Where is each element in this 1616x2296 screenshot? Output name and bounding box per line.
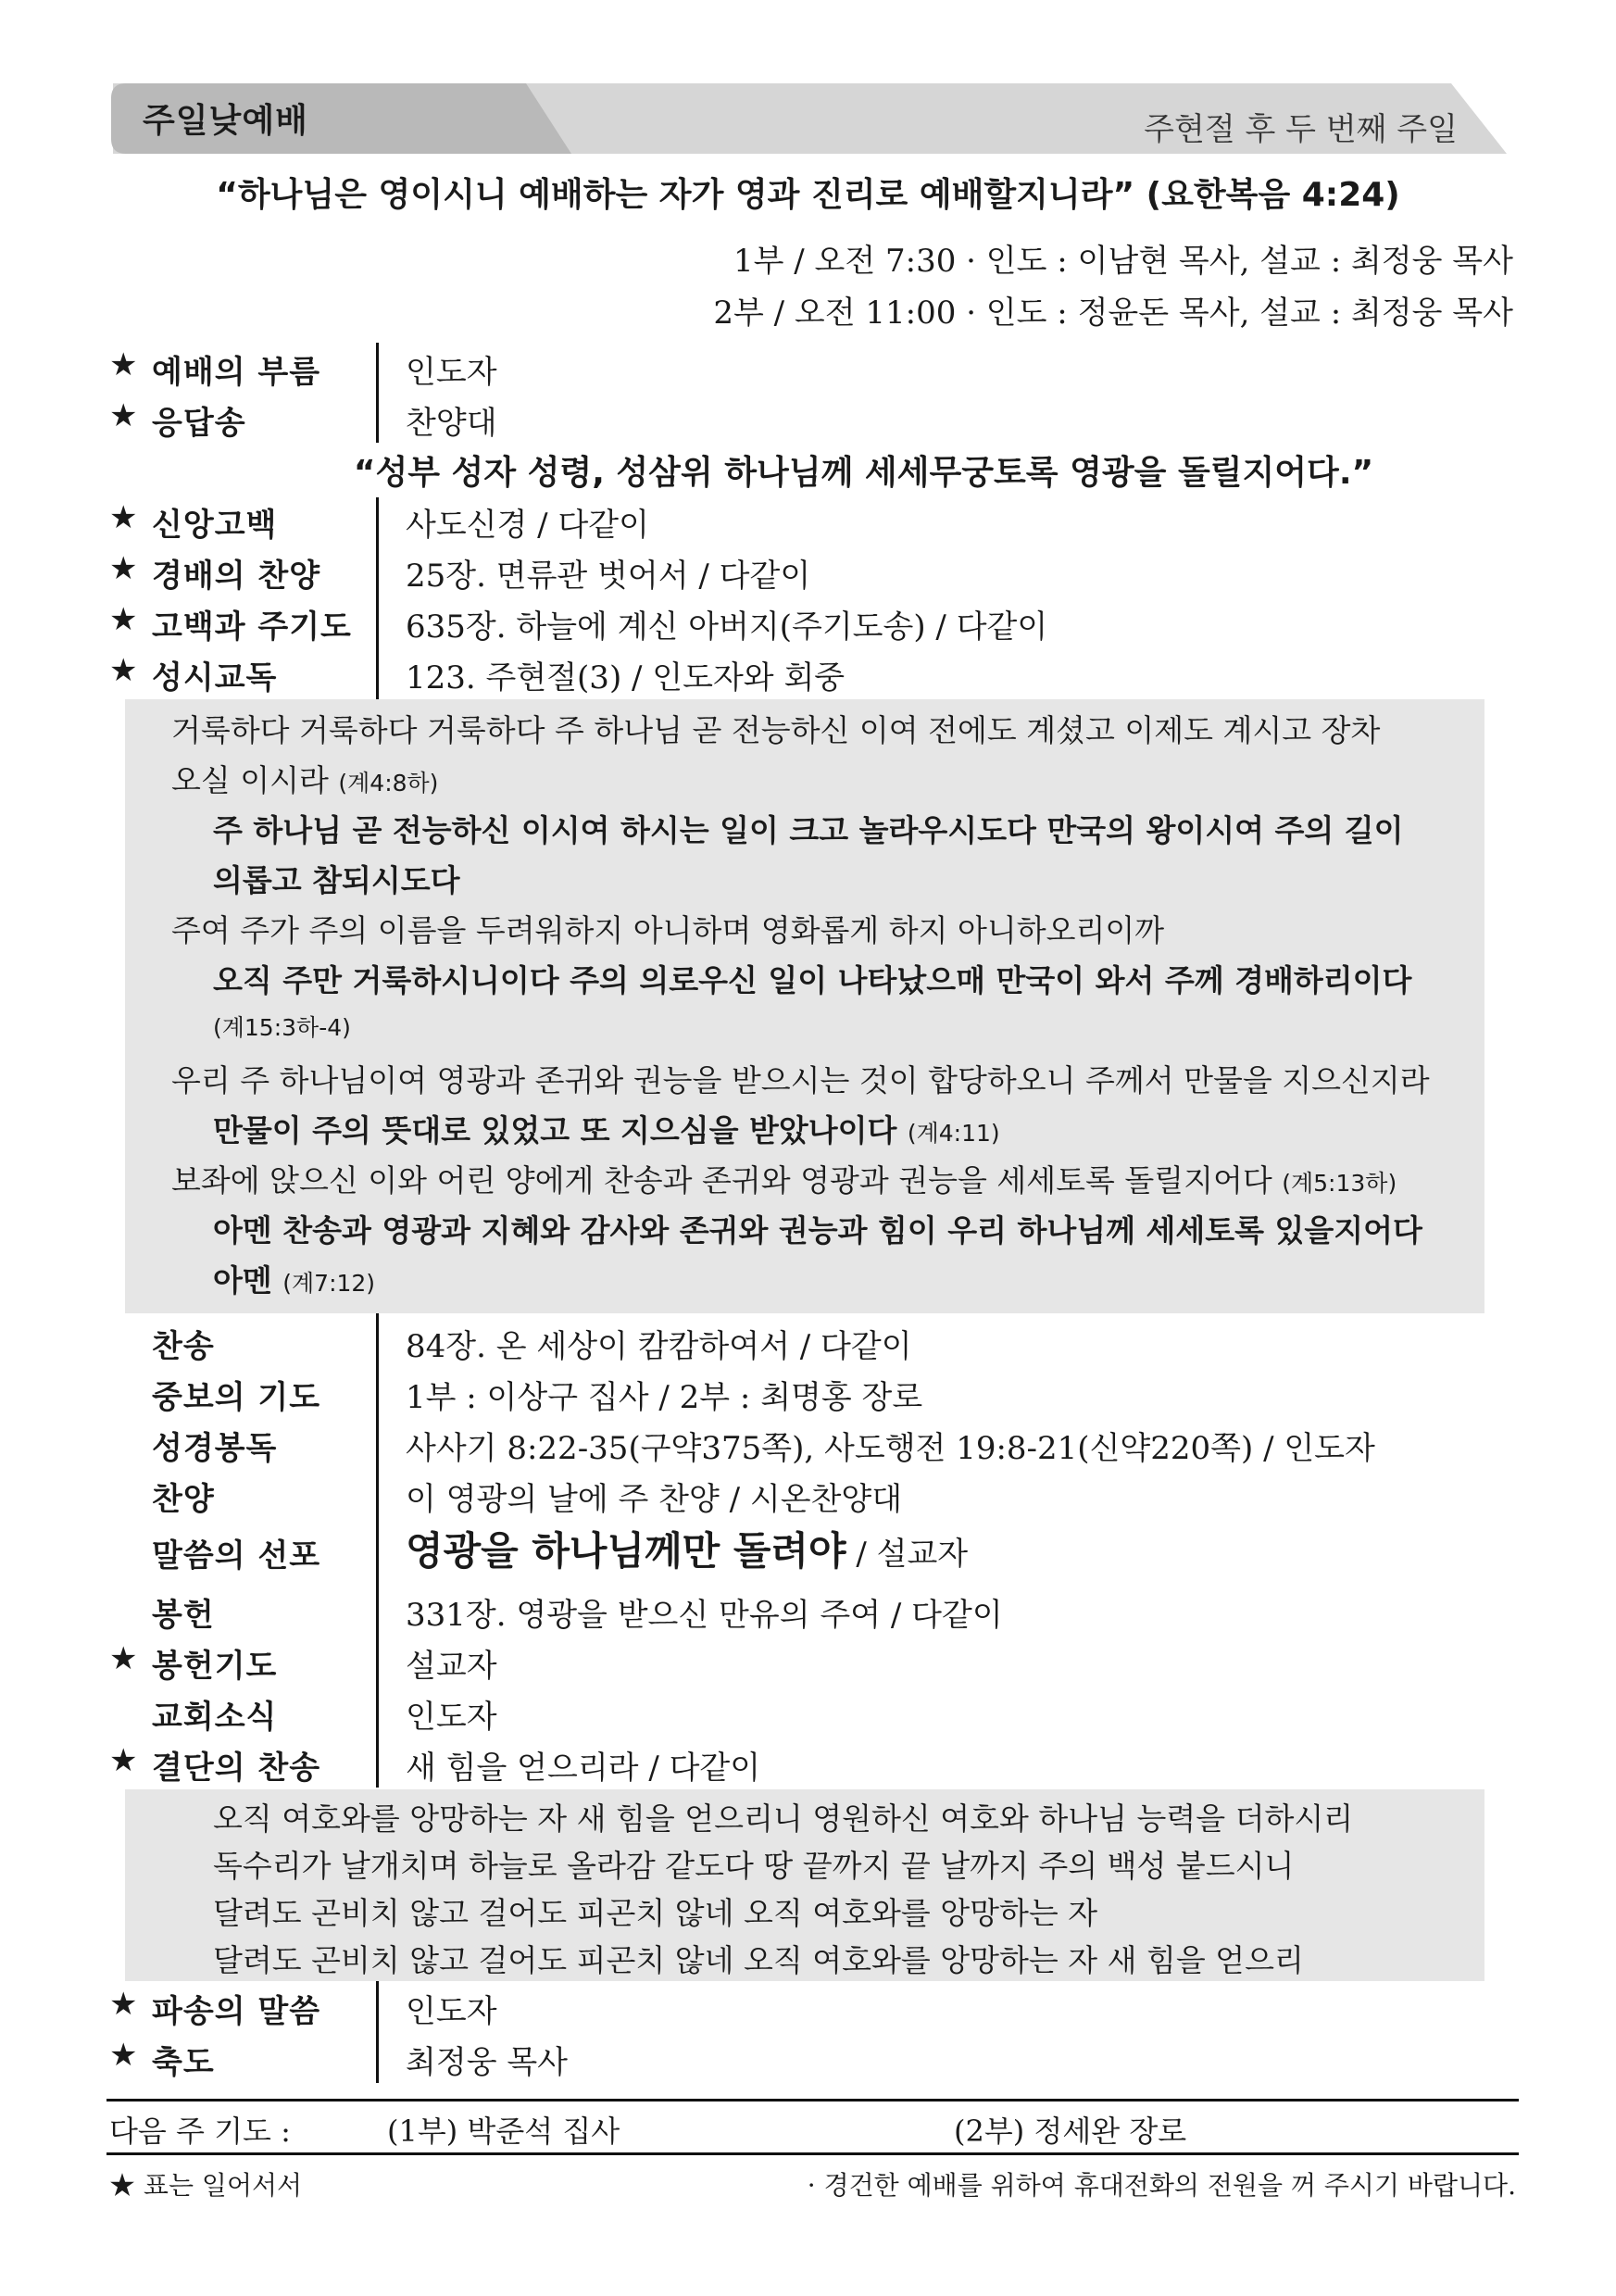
- order-value: 25장. 면류관 벗어서 / 다같이: [406, 558, 811, 595]
- order-label: 봉헌: [152, 1597, 215, 1634]
- order-item: [109, 1315, 1517, 1366]
- order-value: 사도신경 / 다같이: [406, 507, 649, 544]
- order-item: [109, 545, 1517, 596]
- service-time-1: 1부 / 오전 7:30 · 인도 : 이남현 목사, 설교 : 최정웅 목사: [733, 243, 1513, 280]
- scripture-ref: (계4:8하): [338, 770, 439, 797]
- order-label: 봉헌기도: [152, 1648, 278, 1685]
- stand-star: ★: [109, 550, 138, 587]
- order-item: [109, 1980, 1517, 2031]
- stand-star: ★: [109, 1986, 138, 2023]
- order-label: 말씀의 선포: [152, 1537, 321, 1575]
- order-label: 축도: [152, 2044, 215, 2081]
- order-label: 경배의 찬양: [152, 558, 321, 595]
- service-name: 주일낮예배: [143, 102, 308, 140]
- order-value: 새 힘을 얻으리라 / 다같이: [406, 1750, 761, 1787]
- reading-leader-line: 주여 주가 주의 이름을 두려워하지 아니하며 영화롭게 하지 아니하오리이까: [171, 912, 1165, 948]
- order-label: 성시교독: [152, 659, 278, 696]
- order-item: [109, 392, 1517, 443]
- reading-people-line: 아멘 찬송과 영광과 지혜와 감사와 존귀와 권능과 힘이 우리 하나님께 세세토록 있을지어다: [213, 1212, 1422, 1248]
- reading-people-line: 만물이 주의 뜻대로 있었고 또 지으심을 받았나이다 (계4:11): [213, 1112, 1000, 1148]
- stand-star: ★: [109, 397, 138, 434]
- theme-verse: “하나님은 영이시니 예배하는 자가 영과 진리로 예배할지니라” (요한복음 4:24): [216, 176, 1400, 214]
- order-item: [109, 1737, 1517, 1788]
- reading-people-line: 오직 주만 거룩하시니이다 주의 의로우신 일이 나타났으매 만국이 와서 주께 경배하리이다: [213, 962, 1412, 998]
- order-label: 파송의 말씀: [152, 1993, 321, 2030]
- order-item: [109, 646, 1517, 697]
- reading-people-line: 아멘 (계7:12): [213, 1262, 376, 1299]
- order-label: 교회소식: [152, 1699, 278, 1736]
- responsive-reading-box: [125, 699, 1484, 1313]
- order-value: 인도자: [406, 1699, 497, 1736]
- order-value: 사사기 8:22-35(구약375쪽), 사도행전 19:8-21(신약220쪽) / 인도자: [406, 1430, 1375, 1467]
- order-label: 결단의 찬송: [152, 1750, 321, 1787]
- scripture-ref: (계15:3하-4): [213, 1014, 351, 1041]
- order-item: [109, 1635, 1517, 1686]
- reading-people-line: 의롭고 참되시도다: [213, 862, 460, 898]
- order-value: 인도자: [406, 1993, 497, 2030]
- order-value: 123. 주현절(3) / 인도자와 회중: [406, 659, 846, 696]
- order-item: [109, 2031, 1517, 2082]
- section-header: [104, 82, 1511, 157]
- order-item: [109, 1686, 1517, 1737]
- reading-leader-line: 보좌에 앉으신 이와 어린 양에게 찬송과 존귀와 영광과 권능을 세세토록 돌릴지어다 (계5:13하): [171, 1162, 1397, 1198]
- order-value: 1부 : 이상구 집사 / 2부 : 최명홍 장로: [406, 1379, 923, 1416]
- next-week-prayer-second: (2부) 정세완 장로: [954, 2114, 1187, 2149]
- stand-star: ★: [109, 652, 138, 689]
- order-value: 찬양대: [406, 405, 497, 442]
- order-label: 응답송: [152, 405, 246, 442]
- reading-leader-line: 거룩하다 거룩하다 거룩하다 주 하나님 곧 전능하신 이여 전에도 계셨고 이제도 계시고 장차: [171, 712, 1381, 748]
- order-label: 중보의 기도: [152, 1379, 321, 1416]
- stand-star: ★: [109, 1742, 138, 1779]
- order-value: 최정웅 목사: [406, 2044, 569, 2081]
- footer-rule-bottom: [106, 2152, 1519, 2155]
- stand-star: ★: [109, 1640, 138, 1677]
- order-label: 신앙고백: [152, 507, 278, 544]
- hymn-lyric-line: 달려도 곤비치 않고 걸어도 피곤치 않네 오직 여호와를 앙망하는 자 새 힘을 얻으리: [213, 1942, 1304, 1978]
- phone-off-notice: · 경건한 예배를 위하여 휴대전화의 전원을 꺼 주시기 바랍니다.: [807, 2170, 1516, 2201]
- order-label: 찬양: [152, 1481, 215, 1518]
- scripture-ref: (계4:11): [907, 1120, 1000, 1147]
- hymn-lyric-line: 달려도 곤비치 않고 걸어도 피곤치 않네 오직 여호와를 앙망하는 자: [213, 1895, 1098, 1931]
- order-value: 635장. 하늘에 계신 아버지(주기도송) / 다같이: [406, 609, 1048, 646]
- order-item-sermon: [109, 1521, 1517, 1580]
- order-item: [109, 341, 1517, 392]
- order-value: 331장. 영광을 받으신 만유의 주여 / 다같이: [406, 1597, 1003, 1634]
- next-week-prayer-label: 다음 주 기도 :: [109, 2114, 291, 2149]
- standing-legend: ★ 표는 일어서서: [109, 2170, 303, 2201]
- order-item: [109, 596, 1517, 646]
- sermon-speaker: / 설교자: [846, 1536, 969, 1573]
- order-value: 이 영광의 날에 주 찬양 / 시온찬양대: [406, 1481, 903, 1518]
- order-value: 인도자: [406, 354, 497, 391]
- scripture-ref: (계7:12): [282, 1270, 376, 1297]
- stand-star: ★: [109, 346, 138, 383]
- stand-star: ★: [109, 2037, 138, 2074]
- reading-leader-line: 우리 주 하나님이여 영광과 존귀와 권능을 받으시는 것이 합당하오니 주께서 만물을 지으신지라: [171, 1062, 1430, 1098]
- gloria-response: “성부 성자 성령, 성삼위 하나님께 세세무궁토록 영광을 돌릴지어다.”: [353, 454, 1374, 492]
- order-item: [109, 494, 1517, 545]
- reading-people-line: 주 하나님 곧 전능하신 이시여 하시는 일이 크고 놀라우시도다 만국의 왕이시여 주의 길이: [213, 812, 1404, 848]
- order-label: 성경봉독: [152, 1430, 278, 1467]
- order-label: 고백과 주기도: [152, 609, 352, 646]
- next-week-prayer-first: (1부) 박준석 집사: [387, 2114, 620, 2149]
- stand-star: ★: [109, 499, 138, 536]
- hymn-lyrics-box: [125, 1789, 1484, 1981]
- order-label: 예배의 부름: [152, 354, 321, 391]
- service-time-2: 2부 / 오전 11:00 · 인도 : 정윤돈 목사, 설교 : 최정웅 목사: [713, 295, 1513, 332]
- order-item: [109, 1417, 1517, 1468]
- order-item: [109, 1366, 1517, 1417]
- order-item: [109, 1468, 1517, 1519]
- liturgical-sunday: 주현절 후 두 번째 주일: [1144, 111, 1458, 148]
- order-label: 찬송: [152, 1328, 215, 1365]
- order-value: 84장. 온 세상이 캄캄하여서 / 다같이: [406, 1328, 912, 1365]
- stand-star: ★: [109, 601, 138, 638]
- hymn-lyric-line: 오직 여호와를 앙망하는 자 새 힘을 얻으리니 영원하신 여호와 하나님 능력을 더하시리: [213, 1800, 1354, 1837]
- sermon-title: 영광을 하나님께만 돌려야: [406, 1528, 846, 1574]
- hymn-lyric-line: 독수리가 날개치며 하늘로 올라감 같도다 땅 끝까지 끝 날까지 주의 백성 붙드시니: [213, 1848, 1295, 1884]
- sermon-title-line: [406, 1521, 968, 1576]
- reading-leader-line: 오실 이시라 (계4:8하): [171, 762, 439, 798]
- order-item: [109, 1584, 1517, 1635]
- footer-rule-top: [106, 2099, 1519, 2102]
- order-value: 설교자: [406, 1648, 497, 1685]
- scripture-ref: (계5:13하): [1282, 1170, 1397, 1197]
